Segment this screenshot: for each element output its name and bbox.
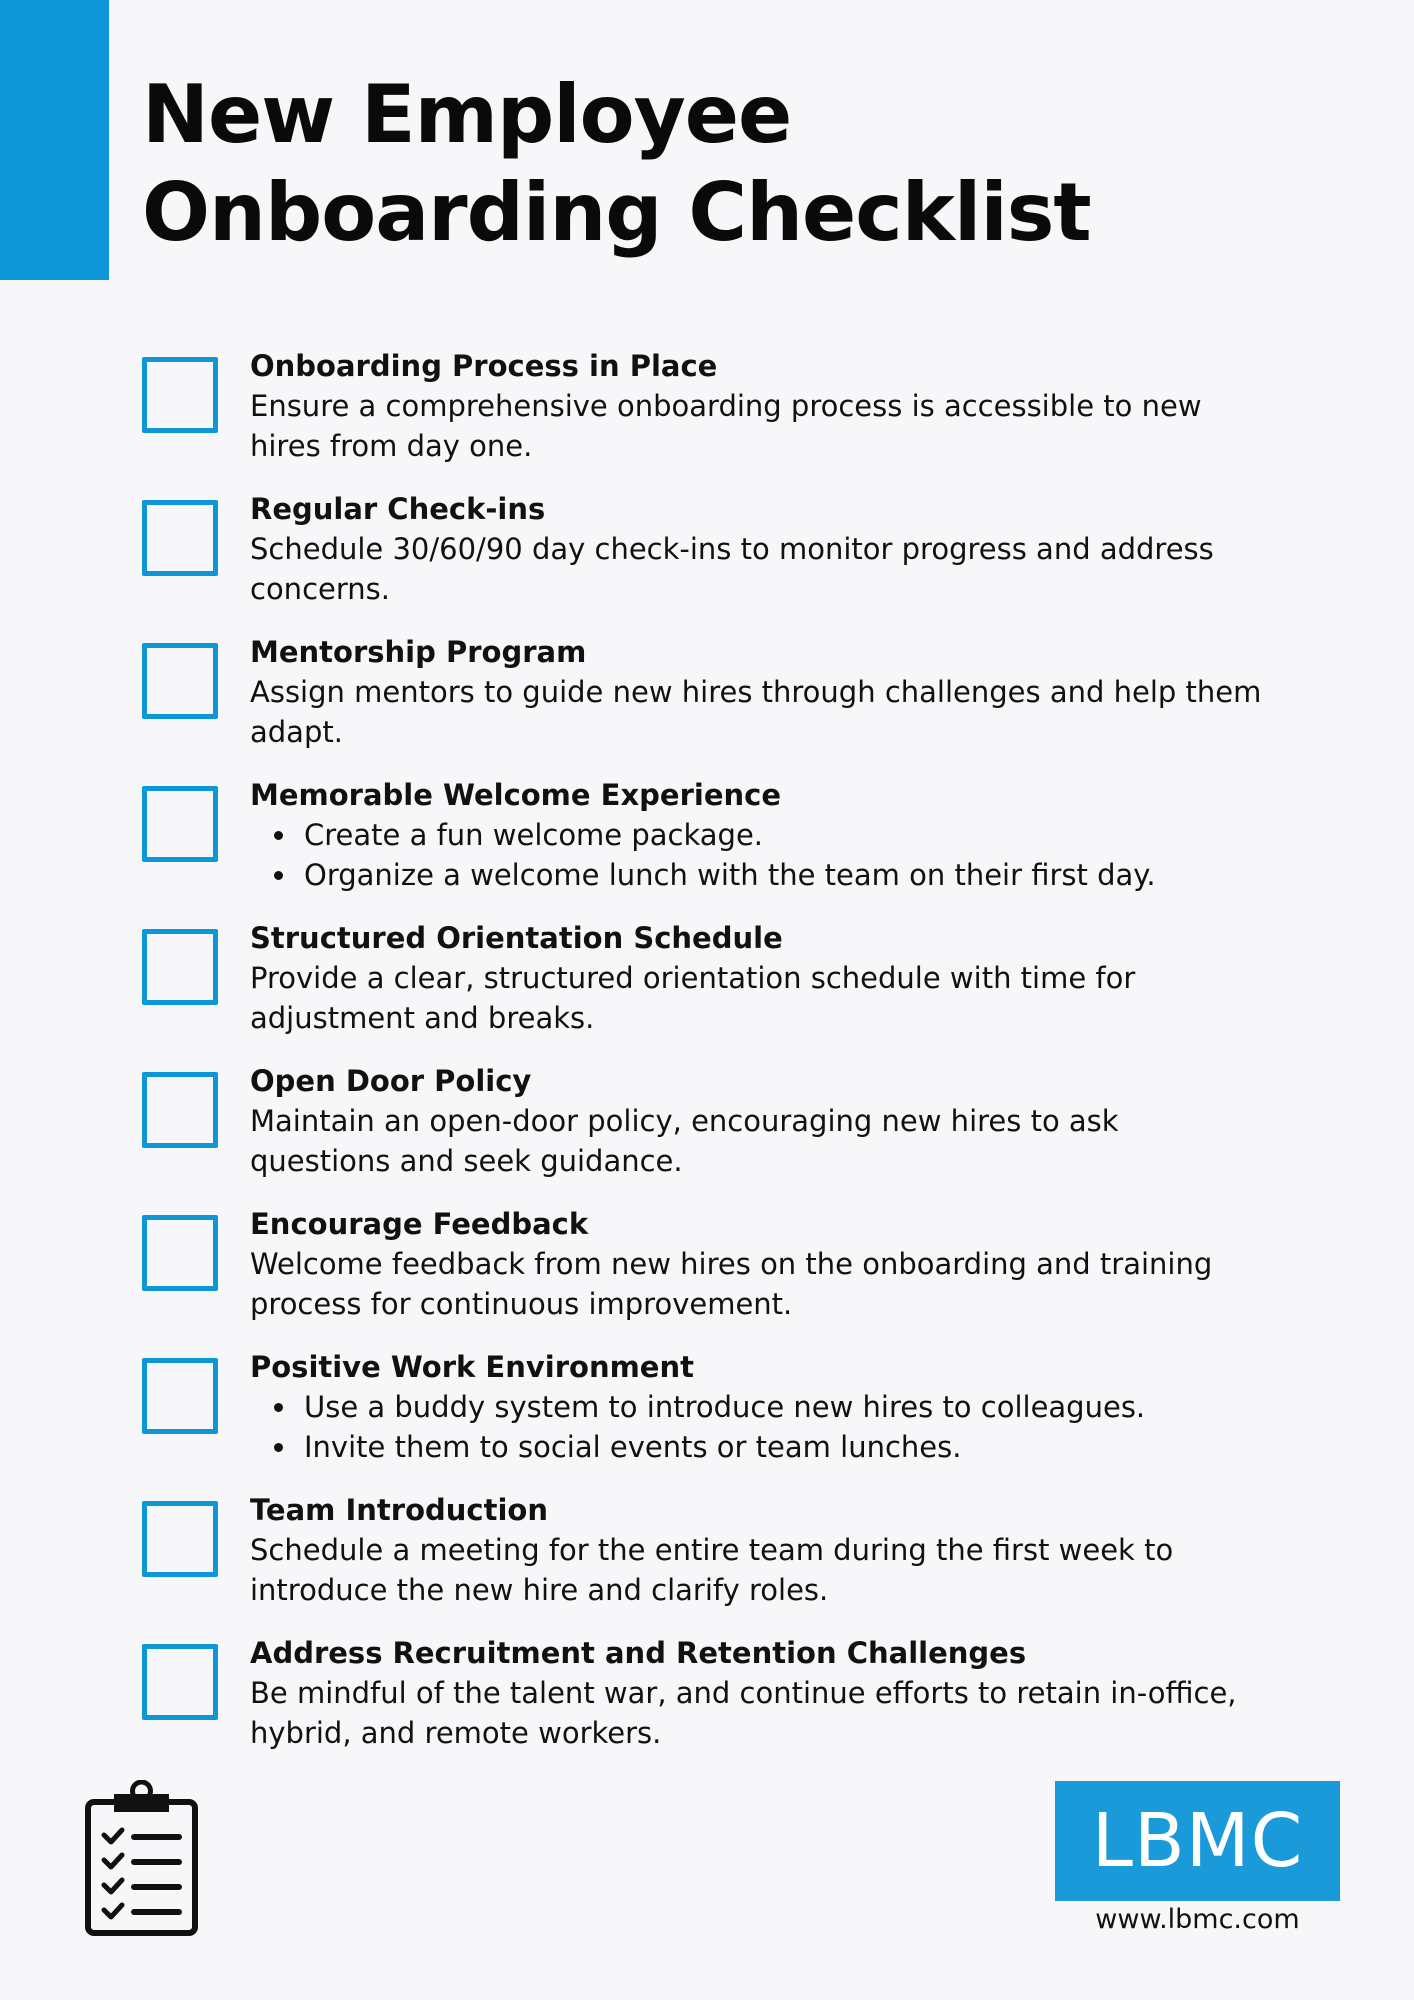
- checklist-item-description: Be mindful of the talent war, and continue efforts to retain in-office,: [250, 1676, 1237, 1710]
- checklist-item-description: Welcome feedback from new hires on the onboarding and training: [250, 1247, 1213, 1281]
- checklist-item-description: Schedule a meeting for the entire team during the first week to: [250, 1533, 1174, 1567]
- bullet-item: Invite them to social events or team lunches.: [250, 1427, 1290, 1467]
- checklist-item-title: Address Recruitment and Retention Challenges: [250, 1636, 1027, 1670]
- checklist-item-title: Memorable Welcome Experience: [250, 778, 782, 812]
- logo-text: LBMC: [1091, 1798, 1304, 1884]
- checklist-item: [142, 775, 1292, 918]
- checkbox[interactable]: [142, 643, 218, 719]
- checklist-item-title: Onboarding Process in Place: [250, 349, 718, 383]
- lbmc-logo[interactable]: [1055, 1781, 1340, 1901]
- checklist-item-title: Structured Orientation Schedule: [250, 921, 783, 955]
- checklist-item-description: adapt.: [250, 715, 343, 749]
- bullet-item: Use a buddy system to introduce new hires to colleagues.: [250, 1387, 1290, 1427]
- checklist-item: [142, 632, 1292, 775]
- checklist-item-description: hires from day one.: [250, 429, 533, 463]
- checkbox[interactable]: [142, 1501, 218, 1577]
- checklist-item-content: [250, 1633, 1290, 1753]
- checklist-item-description: adjustment and breaks.: [250, 1001, 595, 1035]
- checklist-item-description: Schedule 30/60/90 day check-ins to monitor progress and address: [250, 532, 1214, 566]
- bullet-item: Create a fun welcome package.: [250, 815, 1290, 855]
- checklist: [142, 346, 1292, 1776]
- page-title-line-1: New Employee: [142, 68, 792, 161]
- accent-bar: [0, 0, 109, 280]
- checklist-item: [142, 346, 1292, 489]
- checkbox[interactable]: [142, 1644, 218, 1720]
- checklist-item-description: hybrid, and remote workers.: [250, 1716, 662, 1750]
- checklist-item-title: Open Door Policy: [250, 1064, 532, 1098]
- checklist-item-content: [250, 632, 1290, 752]
- checklist-item-description: Maintain an open-door policy, encouraging new hires to ask: [250, 1104, 1119, 1138]
- checklist-item-description: questions and seek guidance.: [250, 1144, 683, 1178]
- checklist-item: [142, 1490, 1292, 1633]
- checklist-item: [142, 1633, 1292, 1776]
- checklist-item-description: Ensure a comprehensive onboarding process is accessible to new: [250, 389, 1202, 423]
- checklist-item-content: [250, 1490, 1290, 1610]
- checklist-item-content: [250, 346, 1290, 466]
- checklist-item-content: [250, 775, 1290, 895]
- bullet-item: Organize a welcome lunch with the team on their first day.: [250, 855, 1290, 895]
- checklist-item-title: Positive Work Environment: [250, 1350, 694, 1384]
- checkbox[interactable]: [142, 1358, 218, 1434]
- checklist-item-content: [250, 918, 1290, 1038]
- checklist-item: [142, 1204, 1292, 1347]
- checklist-item: [142, 489, 1292, 632]
- checklist-item-description: concerns.: [250, 572, 390, 606]
- checklist-item: [142, 1061, 1292, 1204]
- checklist-item: [142, 1347, 1292, 1490]
- checklist-item-title: Encourage Feedback: [250, 1207, 589, 1241]
- checklist-item-content: [250, 1204, 1290, 1324]
- checkbox[interactable]: [142, 500, 218, 576]
- clipboard-checklist-icon: [84, 1780, 199, 1937]
- checklist-item-description: introduce the new hire and clarify roles.: [250, 1573, 829, 1607]
- checklist-item-content: [250, 489, 1290, 609]
- checkbox[interactable]: [142, 929, 218, 1005]
- checkbox[interactable]: [142, 1215, 218, 1291]
- bullet-list: [250, 815, 1290, 895]
- checkbox[interactable]: [142, 357, 218, 433]
- website-link[interactable]: www.lbmc.com: [1095, 1904, 1300, 1935]
- checklist-item-content: [250, 1061, 1290, 1181]
- checkbox[interactable]: [142, 786, 218, 862]
- bullet-list: [250, 1387, 1290, 1467]
- checklist-item-content: [250, 1347, 1290, 1467]
- checklist-item-description: Provide a clear, structured orientation schedule with time for: [250, 961, 1136, 995]
- page-title: [142, 66, 1091, 262]
- checklist-item-title: Mentorship Program: [250, 635, 587, 669]
- checklist-item-description: process for continuous improvement.: [250, 1287, 793, 1321]
- checklist-item-title: Team Introduction: [250, 1493, 548, 1527]
- checklist-item: [142, 918, 1292, 1061]
- checkbox[interactable]: [142, 1072, 218, 1148]
- page-title-line-2: Onboarding Checklist: [142, 166, 1091, 259]
- checklist-item-title: Regular Check-ins: [250, 492, 546, 526]
- checklist-item-description: Assign mentors to guide new hires through challenges and help them: [250, 675, 1262, 709]
